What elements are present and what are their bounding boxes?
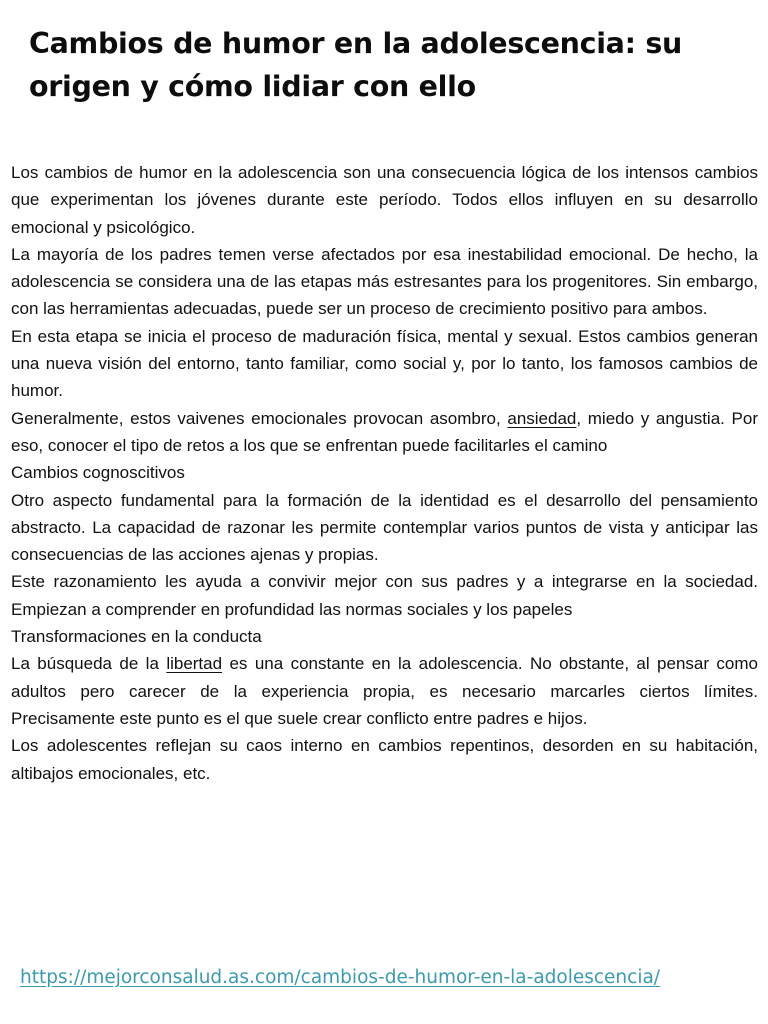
- paragraph: La mayoría de los padres temen verse afectados por esa inestabilidad emocional. De hecho, la adolescencia se considera una de las etapas más estresantes para los progenitores. Sin embargo, con las herramientas adecuadas, puede ser un proceso de crecimiento positivo para ambos.: [11, 244, 758, 319]
- paragraph-text: La búsqueda de la: [11, 654, 167, 674]
- libertad-link[interactable]: libertad: [166, 654, 223, 674]
- paragraph-text: es una constante en la adolescencia. No obstante, al pensar como adultos pero carecer de la experiencia propia, es necesario marcarles ciertos límites. Precisamente este punto es el que suele crear conflicto entre padres e hijos.: [11, 654, 759, 728]
- source-url-link[interactable]: https://mejorconsalud.as.com/cambios-de-humor-en-la-adolescencia/: [20, 967, 661, 988]
- paragraph: En esta etapa se inicia el proceso de maduración física, mental y sexual. Estos cambios generan una nueva visión del entorno, tanto familiar, como social y, por lo tanto, los famosos cambios de humor.: [11, 326, 758, 401]
- paragraph: [11, 650, 758, 732]
- paragraph: [11, 405, 758, 460]
- article-body: [11, 159, 758, 787]
- paragraph: Los cambios de humor en la adolescencia son una consecuencia lógica de los intensos cambios que experimentan los jóvenes durante este período. Todos ellos influyen en su desarrollo emocional y psicológico.: [11, 163, 758, 237]
- paragraph: Los adolescentes reflejan su caos interno en cambios repentinos, desorden en su habitación, altibajos emocionales, etc.: [11, 736, 758, 783]
- section-heading-cognitive: Cambios cognoscitivos: [11, 463, 185, 483]
- ansiedad-link[interactable]: ansiedad: [507, 408, 577, 428]
- page-title: Cambios de humor en la adolescencia: su origen y cómo lidiar con ello: [29, 27, 682, 103]
- section-heading-behavior: Transformaciones en la conducta: [11, 627, 262, 647]
- paragraph: Otro aspecto fundamental para la formación de la identidad es el desarrollo del pensamiento abstracto. La capacidad de razonar les permite contemplar varios puntos de vista y anticipar las consecuencias de las acciones ajenas y propias.: [11, 490, 758, 565]
- paragraph: Este razonamiento les ayuda a convivir mejor con sus padres y a integrarse en la sociedad. Empiezan a comprender en profundidad las normas sociales y los papeles: [11, 572, 758, 619]
- paragraph-text: Generalmente, estos vaivenes emocionales provocan asombro,: [11, 408, 508, 428]
- paragraph-text: , miedo y angustia. Por eso, conocer el tipo de retos a los que se enfrentan puede facilitarles el camino: [11, 408, 758, 455]
